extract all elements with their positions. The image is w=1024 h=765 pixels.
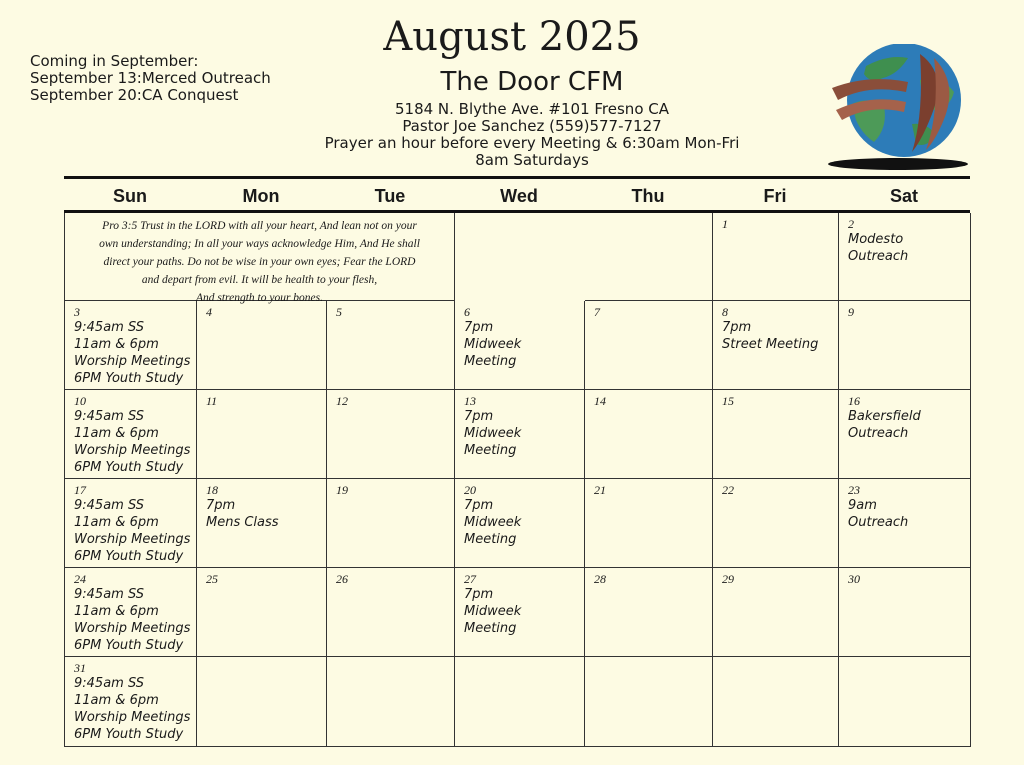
event-line: Meeting [464, 532, 517, 547]
calendar-day-cell [585, 568, 713, 657]
event-line: 7pm [722, 320, 752, 335]
event-line: Meeting [464, 443, 517, 458]
day-number: 4 [206, 305, 212, 319]
event-line: 6PM Youth Study [74, 371, 184, 386]
weekday-header: Tue [374, 186, 406, 206]
calendar-day-cell [839, 657, 971, 747]
day-number: 7 [594, 305, 600, 319]
day-number: 21 [594, 483, 606, 497]
event-line: Midweek [464, 515, 522, 530]
day-number: 25 [206, 572, 218, 586]
day-number: 28 [594, 572, 606, 586]
calendar-day-cell [713, 568, 839, 657]
event-line: Midweek [464, 426, 522, 441]
calendar-day-cell [839, 301, 971, 390]
day-number: 12 [336, 394, 348, 408]
calendar-day-cell [65, 479, 197, 568]
day-number: 16 [848, 394, 860, 408]
calendar-day-cell [839, 568, 971, 657]
address: 5184 N. Blythe Ave. #101 Fresno CA [394, 100, 669, 118]
day-number: 3 [74, 305, 80, 319]
event-line: Worship Meetings [74, 710, 191, 725]
calendar-month-title: August 2025 [383, 14, 641, 60]
calendar-day-cell [65, 390, 197, 479]
weekday-header: Sun [113, 186, 147, 206]
event-line: 9:45am SS [74, 587, 144, 602]
calendar-day-cell [197, 479, 327, 568]
event-line: 9:45am SS [74, 409, 144, 424]
day-number: 13 [464, 394, 476, 408]
event-line: 7pm [464, 498, 494, 513]
calendar-day-cell [839, 390, 971, 479]
day-number: 23 [848, 483, 860, 497]
event-line: Outreach [848, 515, 909, 530]
calendar-day-cell [327, 301, 455, 390]
verse-line: own understanding; In all your ways acknowledge Him, And He shall [99, 238, 420, 250]
event-line: 11am & 6pm [74, 693, 159, 708]
day-number: 26 [336, 572, 348, 586]
prayer-schedule-saturday: 8am Saturdays [475, 151, 589, 169]
calendar-day-cell [455, 301, 585, 390]
weekday-header: Wed [500, 186, 538, 206]
calendar-day-cell [585, 657, 713, 747]
weekday-header: Mon [242, 186, 280, 206]
event-line: 11am & 6pm [74, 426, 159, 441]
event-line: 6PM Youth Study [74, 727, 184, 742]
event-line: 9am [848, 498, 877, 513]
event-line: Meeting [464, 354, 517, 369]
calendar-day-cell [713, 657, 839, 747]
prayer-schedule: Prayer an hour before every Meeting & 6:30am Mon-Fri [324, 134, 740, 152]
event-line: Mens Class [206, 515, 279, 530]
event-line: 6PM Youth Study [74, 549, 184, 564]
event-line: 7pm [464, 587, 494, 602]
day-number: 11 [206, 394, 218, 408]
event-line: 6PM Youth Study [74, 460, 184, 475]
day-number: 29 [722, 572, 734, 586]
calendar-day-cell [585, 213, 713, 301]
event-line: 11am & 6pm [74, 515, 159, 530]
day-number: 8 [722, 305, 728, 319]
event-line: 7pm [464, 320, 494, 335]
event-line: 7pm [464, 409, 494, 424]
day-number: 14 [594, 394, 606, 408]
event-line: Modesto [848, 232, 904, 247]
event-line: Worship Meetings [74, 532, 191, 547]
day-number: 19 [336, 483, 348, 497]
calendar-day-cell [197, 568, 327, 657]
day-number: 9 [848, 305, 854, 319]
calendar-grid [64, 213, 970, 747]
calendar-day-cell [839, 213, 971, 301]
calendar-day-cell [197, 301, 327, 390]
event-line: Outreach [848, 426, 909, 441]
weekday-header: Sat [889, 186, 918, 206]
coming-item: September 13:Merced Outreach [30, 69, 271, 87]
calendar-day-cell [65, 301, 197, 390]
event-line: Outreach [848, 249, 909, 264]
event-line: 11am & 6pm [74, 337, 159, 352]
day-number: 10 [74, 394, 86, 408]
event-line: 9:45am SS [74, 320, 144, 335]
day-number: 5 [336, 305, 342, 319]
event-line: Meeting [464, 621, 517, 636]
calendar-day-cell [327, 390, 455, 479]
event-line: 9:45am SS [74, 676, 144, 691]
day-number: 27 [464, 572, 476, 586]
calendar-day-cell [327, 479, 455, 568]
calendar-day-cell [713, 301, 839, 390]
verse-line: and depart from evil. It will be health to your flesh, [141, 274, 378, 286]
weekday-header: Fri [763, 186, 787, 206]
day-number: 15 [722, 394, 734, 408]
day-number: 18 [206, 483, 218, 497]
calendar-day-cell [65, 568, 197, 657]
calendar-day-cell [713, 213, 839, 301]
calendar-day-cell [585, 390, 713, 479]
calendar-day-cell [455, 657, 585, 747]
event-line: Midweek [464, 604, 522, 619]
calendar-day-cell [585, 479, 713, 568]
event-line: 9:45am SS [74, 498, 144, 513]
church-name: The Door CFM [440, 67, 624, 97]
day-number: 2 [848, 217, 854, 231]
verse-line: And strength to your bones. [195, 292, 324, 304]
day-number: 22 [722, 483, 734, 497]
event-line: Street Meeting [722, 337, 819, 352]
calendar-day-cell [839, 479, 971, 568]
day-number: 20 [464, 483, 476, 497]
calendar-day-cell [455, 568, 585, 657]
day-number: 6 [464, 305, 470, 319]
calendar-day-cell [197, 390, 327, 479]
event-line: Worship Meetings [74, 443, 191, 458]
event-line: Worship Meetings [74, 621, 191, 636]
verse-line: Pro 3:5 Trust in the LORD with all your heart, And lean not on your [102, 220, 417, 232]
globe-logo-icon [828, 44, 970, 176]
event-line: 7pm [206, 498, 236, 513]
calendar-day-cell [713, 479, 839, 568]
event-line: Worship Meetings [74, 354, 191, 369]
calendar-day-cell [197, 657, 327, 747]
scripture-verse [65, 213, 455, 304]
weekday-header: Thu [631, 186, 665, 206]
calendar-day-cell [327, 657, 455, 747]
pastor-contact: Pastor Joe Sanchez (559)577-7127 [402, 117, 662, 135]
day-number: 17 [74, 483, 86, 497]
day-number: 31 [74, 661, 86, 675]
event-line: Midweek [464, 337, 522, 352]
calendar-day-cell [327, 568, 455, 657]
event-line: 11am & 6pm [74, 604, 159, 619]
calendar-day-cell [713, 390, 839, 479]
calendar-day-cell [455, 390, 585, 479]
event-line: Bakersfield [848, 409, 921, 424]
verse-line: direct your paths. Do not be wise in your own eyes; Fear the LORD [103, 256, 416, 268]
calendar-day-cell [65, 657, 197, 747]
coming-item: September 20:CA Conquest [30, 86, 239, 104]
day-number: 30 [848, 572, 860, 586]
header-rule [64, 176, 970, 179]
day-number: 1 [722, 217, 728, 231]
day-number: 24 [74, 572, 86, 586]
calendar-day-cell [455, 479, 585, 568]
calendar-day-cell [585, 301, 713, 390]
coming-heading: Coming in September: [30, 52, 199, 70]
event-line: 6PM Youth Study [74, 638, 184, 653]
